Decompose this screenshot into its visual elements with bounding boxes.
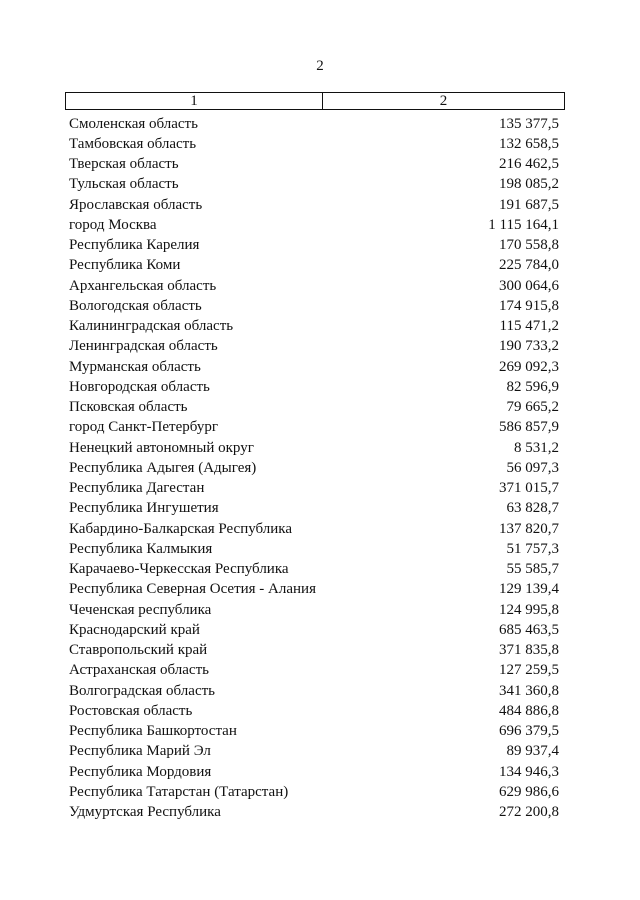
region-value: 341 360,8 <box>499 682 559 699</box>
column-header-1: 1 <box>66 93 323 109</box>
table-row <box>69 418 559 438</box>
region-value: 51 757,3 <box>506 540 559 557</box>
table-row <box>69 519 559 539</box>
region-value: 129 139,4 <box>499 581 559 598</box>
region-name: Волгоградская область <box>69 682 215 699</box>
region-name: Ставропольский край <box>69 642 208 659</box>
table-body <box>69 114 559 823</box>
table-header <box>65 92 565 110</box>
table-row <box>69 438 559 458</box>
column-header-2: 2 <box>439 93 448 109</box>
region-value: 1 115 164,1 <box>488 216 559 233</box>
region-value: 132 658,5 <box>499 135 559 152</box>
table-row <box>69 722 559 742</box>
table-row <box>69 580 559 600</box>
region-name: Ненецкий автономный округ <box>69 439 254 456</box>
region-name: Смоленская область <box>69 115 198 132</box>
region-name: Тверская область <box>69 156 179 173</box>
region-value: 225 784,0 <box>499 257 559 274</box>
region-value: 56 097,3 <box>506 459 559 476</box>
region-name: Кабардино-Балкарская Республика <box>69 520 293 537</box>
table-row <box>69 499 559 519</box>
region-value: 300 064,6 <box>499 277 559 294</box>
table-row <box>69 317 559 337</box>
region-name: город Санкт-Петербург <box>69 419 218 436</box>
table-row <box>69 600 559 620</box>
region-value: 191 687,5 <box>499 196 559 213</box>
region-value: 124 995,8 <box>499 601 559 618</box>
region-value: 371 015,7 <box>499 480 559 497</box>
table-row <box>69 762 559 782</box>
region-value: 115 471,2 <box>499 318 559 335</box>
table-row <box>69 175 559 195</box>
region-value: 8 531,2 <box>514 439 559 456</box>
table-row <box>69 377 559 397</box>
region-value: 89 937,4 <box>506 743 559 760</box>
table-row <box>69 357 559 377</box>
region-name: Удмуртская Республика <box>69 804 221 821</box>
table-row <box>69 641 559 661</box>
table-row <box>69 479 559 499</box>
region-name: Астраханская область <box>69 662 209 679</box>
table-row <box>69 155 559 175</box>
table-row <box>69 458 559 478</box>
table-row <box>69 782 559 802</box>
region-value: 137 820,7 <box>499 520 559 537</box>
region-name: Вологодская область <box>69 297 202 314</box>
table-row <box>69 215 559 235</box>
region-name: Республика Ингушетия <box>69 500 219 517</box>
table-row <box>69 337 559 357</box>
table-row <box>69 661 559 681</box>
table-row <box>69 803 559 823</box>
region-value: 134 946,3 <box>499 763 559 780</box>
table-row <box>69 681 559 701</box>
table-row <box>69 114 559 134</box>
region-value: 269 092,3 <box>499 358 559 375</box>
region-name: Республика Дагестан <box>69 480 205 497</box>
region-name: Республика Татарстан (Татарстан) <box>69 783 289 800</box>
table-row <box>69 539 559 559</box>
region-value: 82 596,9 <box>506 378 559 395</box>
table-row <box>69 296 559 316</box>
region-name: Карачаево-Черкесская Республика <box>69 561 289 578</box>
region-value: 127 259,5 <box>499 662 559 679</box>
region-name: Республика Карелия <box>69 237 200 254</box>
region-name: Чеченская республика <box>69 601 212 618</box>
region-name: Ленинградская область <box>69 338 218 355</box>
region-name: Республика Калмыкия <box>69 540 213 557</box>
region-value: 198 085,2 <box>499 176 559 193</box>
region-value: 586 857,9 <box>499 419 559 436</box>
region-name: Краснодарский край <box>69 621 200 638</box>
region-name: Тамбовская область <box>69 135 197 152</box>
table-row <box>69 620 559 640</box>
region-name: Республика Марий Эл <box>69 743 211 760</box>
region-value: 629 986,6 <box>499 783 559 800</box>
region-value: 484 886,8 <box>499 702 559 719</box>
region-name: город Москва <box>69 216 157 233</box>
region-name: Тульская область <box>69 176 179 193</box>
region-value: 685 463,5 <box>499 621 559 638</box>
region-value: 174 915,8 <box>499 297 559 314</box>
region-name: Калининградская область <box>69 318 234 335</box>
table-row <box>69 742 559 762</box>
region-name: Псковская область <box>69 399 188 416</box>
region-name: Республика Мордовия <box>69 763 212 780</box>
region-name: Архангельская область <box>69 277 217 294</box>
region-name: Республика Коми <box>69 257 181 274</box>
region-name: Республика Башкортостан <box>69 723 237 740</box>
region-value: 696 379,5 <box>499 723 559 740</box>
table-row <box>69 256 559 276</box>
region-name: Республика Адыгея (Адыгея) <box>69 459 257 476</box>
region-name: Мурманская область <box>69 358 201 375</box>
region-name: Ярославская область <box>69 196 203 213</box>
table-row <box>69 236 559 256</box>
region-value: 55 585,7 <box>506 561 559 578</box>
page-number: 2 <box>316 58 324 74</box>
region-value: 63 828,7 <box>506 500 559 517</box>
table-row <box>69 398 559 418</box>
region-value: 272 200,8 <box>499 804 559 821</box>
region-name: Ростовская область <box>69 702 193 719</box>
table-row <box>69 701 559 721</box>
region-value: 216 462,5 <box>499 156 559 173</box>
region-value: 170 558,8 <box>499 237 559 254</box>
region-value: 79 665,2 <box>506 399 559 416</box>
table-row <box>69 134 559 154</box>
table-row <box>69 276 559 296</box>
region-name: Новгородская область <box>69 378 210 395</box>
region-value: 135 377,5 <box>499 115 559 132</box>
table-row <box>69 560 559 580</box>
region-value: 190 733,2 <box>499 338 559 355</box>
region-value: 371 835,8 <box>499 642 559 659</box>
table-row <box>69 195 559 215</box>
region-name: Республика Северная Осетия - Алания <box>69 581 316 598</box>
